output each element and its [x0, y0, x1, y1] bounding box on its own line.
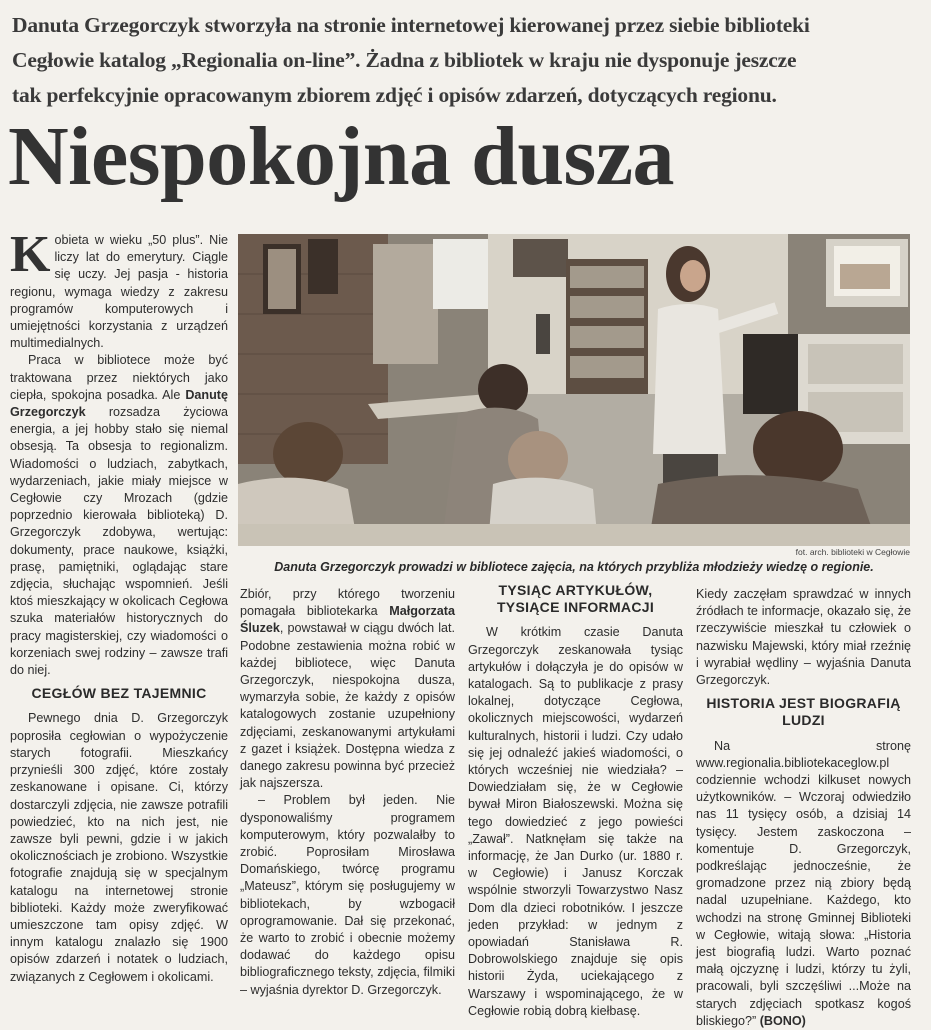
lead-line-1: Danuta Grzegorczyk stworzyła na stronie internetowej kierowanej przez siebie biblioteki: [12, 13, 810, 37]
library-photo: [238, 234, 910, 546]
paragraph: Na stronę www.regionalia.bibliotekaceglow.pl codziennie wchodzi kilkuset nowych użytkowników. – Wczoraj odwiedziło nas 11 tysięcy osób, a dzisiaj 14 tysięcy. Jestem zaskoczona – komentuje D. Grzegorczyk, podkreślając jednocześnie, że gromadzone przez nią zbiory będą nadal uzupełniane. Każdego, kto wchodzi na stronę Gminnej Biblioteki w Cegłowie, witają słowa: „Historia jest biografią ludzi. Warto poznać małą ojczyznę i ludzi, którzy tu żyli, pracowali, byli szczęśliwi ...Może na starych zdjęciach spotkasz kogoś bliskiego?” (BONO): [696, 738, 911, 1028]
person-name: Małgorzata Śluzek: [240, 604, 455, 636]
photo-credit: fot. arch. biblioteki w Cegłowie: [795, 547, 910, 557]
paragraph: W krótkim czasie Danuta Grzegorczyk zeskanowała tysiąc artykułów i dołączyła je do opisów w katalogach. Są to publikacje z prasy lokalnej, dotyczące Cegłowa, okolicznych miejscowości, wydarzeń kulturalnych, historii i ludzi. Czy udało się jej odnaleźć jakieś wiadomości, o których wcześniej nie wiedziała? – Dowiedziałam się, że w Cegłowie bywał Miron Białoszewski. Można się tego dowiedzieć z jego powieści „Zawał”. Natknęłam się także na informację, że Jan Durko (ur. 1880 r. w Cegłowie) i Janusz Korczak wspólnie stworzyli Towarzystwo Nasz Dom dla dzieci robotników. I jeszcze jeden przykład: w jednym z opowiadań Stanisława R. Dobrowolskiego znajduje się opis historii Żyda, uciekającego z Warszawy i wspominającego, że w Cegłowie robią dobrą kiełbasę.: [468, 625, 683, 1018]
paragraph: Pewnego dnia D. Grzegorczyk poprosiła cegłowian o wypożyczenie starych fotografii. Mieszkańcy przynieśli 300 zdjęć, które zostały zeskanowane i opisane. Ci, którzy dostarczyli zdjęcia, nie zawsze potrafili powiedzieć, kto na nich jest, nie zawsze byli pewni, gdzie i w jakich okolicznościach je zrobiono. Wszystkie fotografie znajdują się w specjalnym katalogu na internetowej stronie biblioteki. Każdy może zweryfikować umieszczone tam opisy zdjęć. W innym katalogu znalazło się 1900 opisów zdarzeń i notatek o ludziach, związanych z Cegłowem i okolicami.: [10, 711, 228, 984]
column-2: [240, 586, 455, 1016]
drop-cap: K: [10, 226, 51, 283]
paragraph: Kiedy zaczęłam sprawdzać w innych źródłach te informacje, okazało się, że rzeczywiście mieszkał tu człowiek o nazwisku Majewski, który miał rzeźnię i wyrabiał wędliny – wyjaśnia Danuta Grzegorczyk.: [696, 587, 911, 688]
column-4: [696, 586, 911, 1028]
author-signature: (BONO): [759, 1013, 806, 1028]
person-name: Danutę Grzegorczyk: [10, 387, 228, 420]
section-heading: CEGŁÓW BEZ TAJEMNIC: [31, 685, 207, 702]
column-1: [10, 226, 228, 1022]
paragraph: Zbiór, przy którego tworzeniu pomagała bibliotekarka Małgorzata Śluzek, powstawał w ciągu dwóch lat. Podobne zestawienia można robić w każdej bibliotece, więc Danuta Grzegorczyk, niespokojna dusza, wymarzyła sobie, że każdy z opisów katalogowych zostanie uzupełniony zdjęciami, zeskanowanymi artykułami z gazet i książek. Dostępna wiedza z danego zakresu powinna być przecież jak najszersza.: [240, 587, 455, 791]
lead-paragraph: [12, 8, 912, 113]
paragraph: – Problem był jeden. Nie dysponowaliśmy programem komputerowym, który pozwalałby to zrobić. Poprosiłam Mirosława Domańskiego, twórcę programu „Mateusz”, którym się posługujemy w bibliotekach, by wzbogacił oprogramowanie. Dał się przekonać, że warto to zrobić i obecnie możemy dodawać do każdego opisu bibliograficznego teksty, zdjęcia, filmiki – wyjaśnia dyrektor D. Grzegorczyk.: [240, 793, 455, 997]
lead-line-3: tak perfekcyjnie opracowanym zbiorem zdjęć i opisów zdarzeń, dotyczących regionu.: [12, 83, 777, 107]
intro-paragraph: Kobieta w wieku „50 plus”. Nie liczy lat do emerytury. Ciągle się uczy. Jej pasja - historia regionu, wymaga wiedzy z zakresu programów komputerowych i umiejętności korzystania z urządzeń multimedialnych.: [10, 226, 228, 351]
paragraph: Praca w bibliotece może być traktowana przez niektórych jako ciepła, spokojna posadka. Ale Danutę Grzegorczyk rozsadza życiowa energia, a jej hobby stało się niemal obsesją. Ta obsesja to regionalizm. Wiadomości o ludziach, zabytkach, wydarzeniach, jakie miały miejsce w Cegłowie czy Mrozach (gdzie poprzednio kierowała biblioteką) D. Grzegorczyk zdobywa, wertując: dokumenty, prace naukowe, książki, prasę, pamiętniki, oglądając stare zdjęcia, słuchając wspomnień. Jeśli ktoś mieszkający w okolicach Cegłowa szuka materiałów historycznych do pracy magisterskiej, czy wiadomości o korzeniach swej rodziny – zawsze trafi do niej.: [10, 353, 228, 678]
section-heading: HISTORIA JEST BIOGRAFIĄ LUDZI: [706, 695, 901, 729]
photo-illustration: [238, 234, 910, 546]
column-3: [468, 582, 683, 1016]
section-heading: TYSIĄC ARTYKUŁÓW, TYSIĄCE INFORMACJI: [496, 582, 655, 616]
lead-line-2: Cegłowie katalog „Regionalia on-line”. Żadna z bibliotek w kraju nie dysponuje jeszcze: [12, 48, 797, 72]
article-headline: Niespokojna dusza: [8, 110, 675, 203]
photo-caption: Danuta Grzegorczyk prowadzi w bibliotece zajęcia, na których przybliża młodzieży wiedzę o regionie.: [274, 560, 874, 574]
